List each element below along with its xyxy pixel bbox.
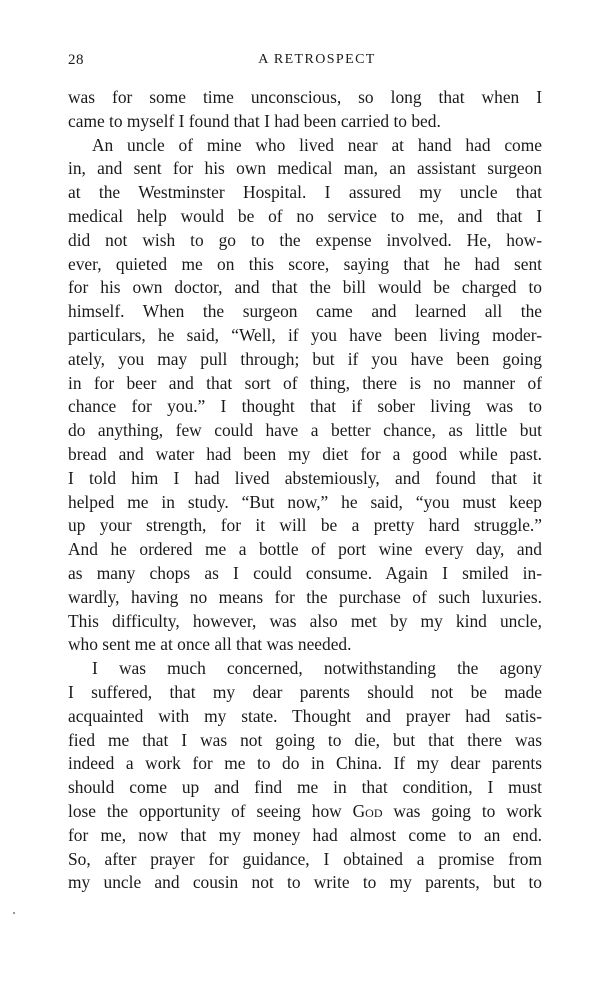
text-line: in, and sent for his own medical man, an assistant surgeon	[68, 158, 542, 179]
text-line: should come up and find me in that condition, I must	[68, 777, 542, 798]
paragraph-2	[68, 134, 542, 658]
text-line: acquainted with my state. Thought and prayer had satis-	[68, 705, 542, 726]
text-line: did not wish to go to the expense involved. He, how-	[68, 229, 542, 250]
text-line: at the Westminster Hospital. I assured my uncle that	[68, 182, 542, 203]
text-line: This difficulty, however, was also met by my kind uncle,	[68, 610, 542, 631]
body-text	[68, 86, 542, 895]
scan-speck	[13, 912, 15, 914]
text-line: And he ordered me a bottle of port wine every day, and	[68, 539, 542, 560]
text-line: particulars, he said, “Well, if you have been living moder-	[68, 324, 542, 345]
text-line: medical help would be of no service to me, and that I	[68, 205, 542, 226]
paragraph-3	[68, 657, 542, 895]
text-line: An uncle of mine who lived near at hand had come	[92, 134, 542, 155]
text-line: indeed a work for me to do in China. If my dear parents	[68, 753, 542, 774]
paragraph-1	[68, 86, 542, 134]
page-number: 28	[68, 52, 84, 68]
text-line: chance for you.” I thought that if sober living was to	[68, 396, 542, 417]
text-line: came to myself I found that I had been carried to bed.	[68, 110, 441, 131]
text-line: I was much concerned, notwithstanding the agony	[92, 658, 542, 679]
text-line: ately, you may pull through; but if you have been going	[68, 348, 542, 369]
text-line: I suffered, that my dear parents should not be made	[68, 681, 542, 702]
text-line: I told him I had lived abstemiously, and found that it	[68, 467, 542, 488]
text-line: ever, quieted me on this score, saying that he had sent	[68, 253, 542, 274]
running-head	[68, 52, 542, 74]
text-line: my uncle and cousin not to write to my parents, but to	[68, 872, 542, 893]
text-line: himself. When the surgeon came and learned all the	[68, 301, 542, 322]
text-line: for his own doctor, and that the bill would be charged to	[68, 277, 542, 298]
text-line: do anything, few could have a better chance, as little but	[68, 420, 542, 441]
text-line: wardly, having no means for the purchase of such luxuries.	[68, 586, 542, 607]
text-line: lose the opportunity of seeing how God was going to work	[68, 800, 542, 821]
text-line: was for some time unconscious, so long that when I	[68, 87, 542, 107]
text-line: So, after prayer for guidance, I obtained a promise from	[68, 848, 542, 869]
text-line: up your strength, for it will be a pretty hard struggle.”	[68, 515, 542, 536]
text-line: in for beer and that sort of thing, there is no manner of	[68, 372, 542, 393]
text-line: who sent me at once all that was needed.	[68, 634, 352, 655]
text-line: helped me in study. “But now,” he said, “you must keep	[68, 491, 542, 512]
running-title: A RETROSPECT	[258, 52, 376, 67]
text-line: for me, now that my money had almost come to an end.	[68, 824, 542, 845]
text-line: fied me that I was not going to die, but that there was	[68, 729, 542, 750]
text-line: as many chops as I could consume. Again I smiled in-	[68, 562, 542, 583]
small-caps-word: God	[352, 800, 383, 821]
text-line: bread and water had been my diet for a good while past.	[68, 443, 542, 464]
